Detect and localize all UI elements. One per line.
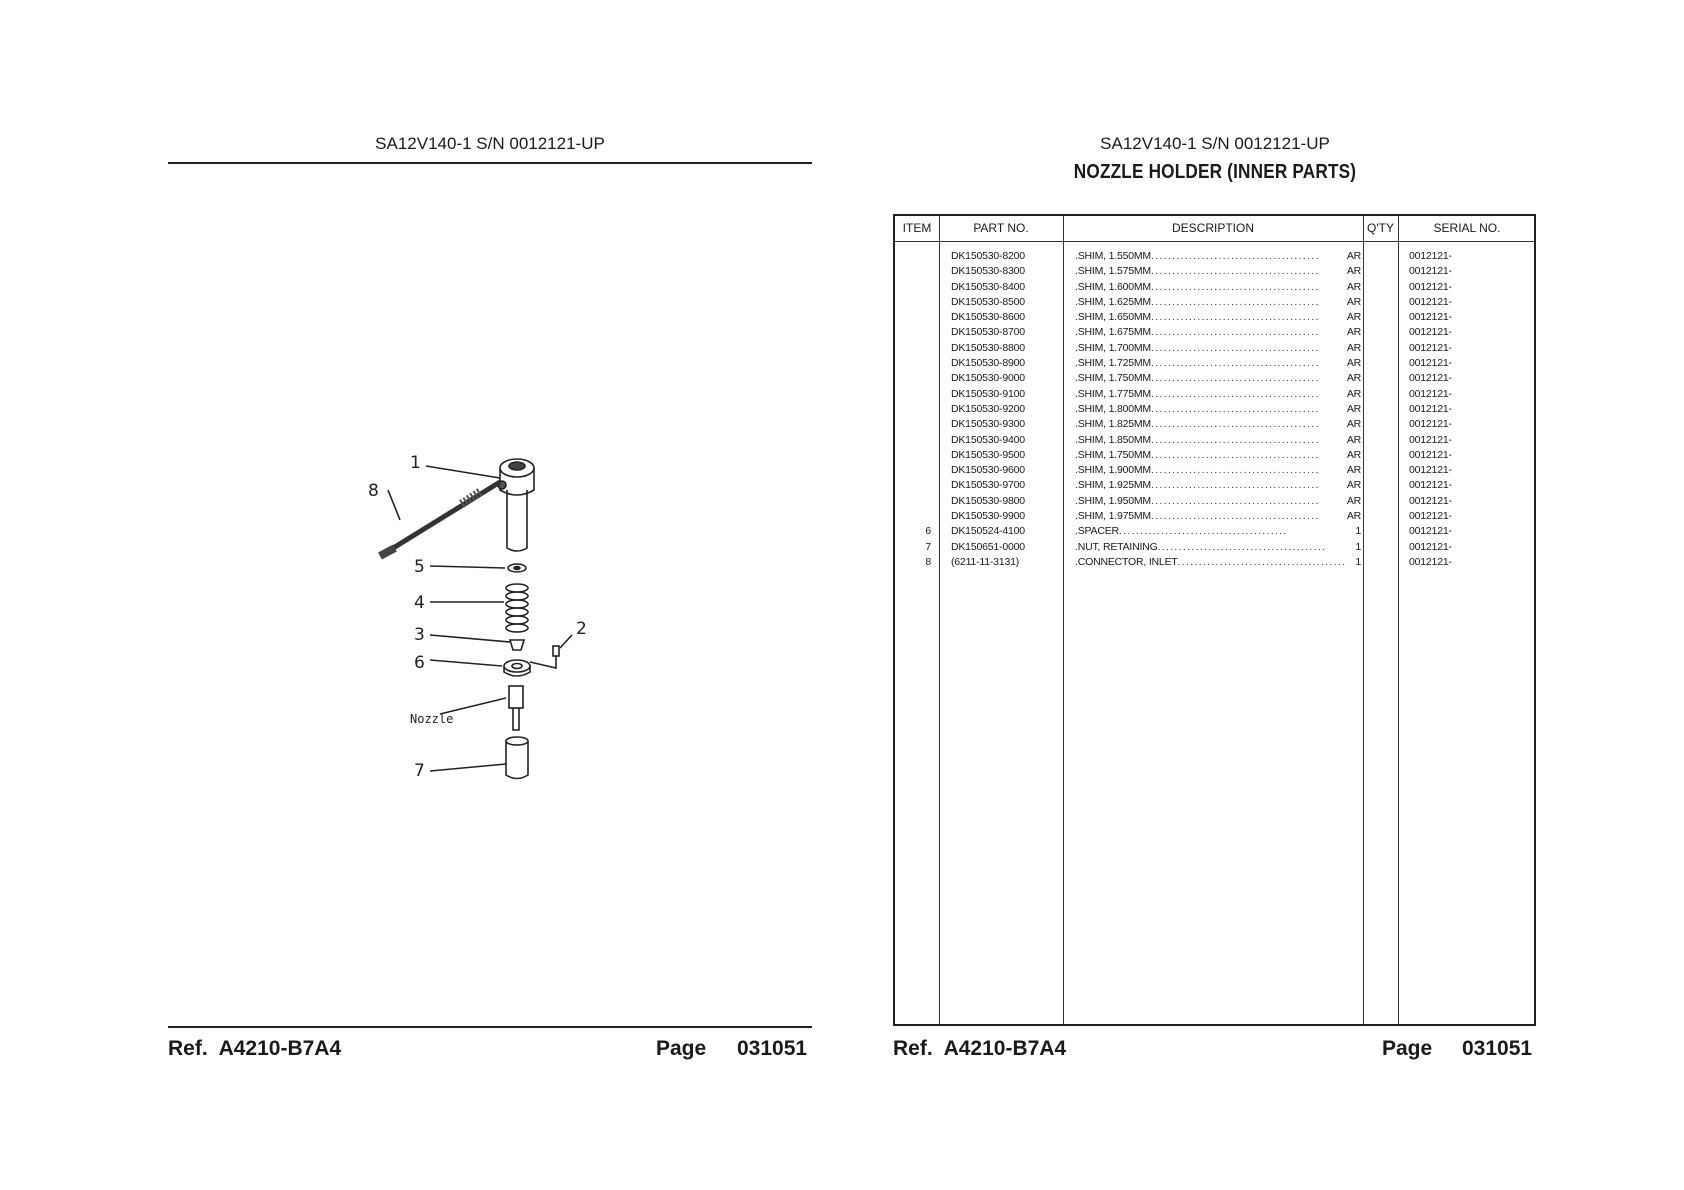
part-no-cell: DK150524-4100 <box>951 525 1025 538</box>
description-text: .SHIM, 1.975MM <box>1075 510 1151 523</box>
description-text: .NUT, RETAINING <box>1075 540 1158 553</box>
serial-cell: 0012121- <box>1409 433 1452 446</box>
callout-3: 3 <box>414 625 425 645</box>
spring-seat <box>510 640 524 650</box>
qty-cell: AR <box>1346 357 1361 370</box>
part-no-cell: DK150530-9300 <box>951 418 1025 431</box>
callout-5: 5 <box>414 557 425 577</box>
serial-cell: 0012121- <box>1409 418 1452 431</box>
pin <box>553 646 559 656</box>
serial-cell: 0012121- <box>1409 479 1452 492</box>
dot-leader: ........................................ <box>1150 265 1320 278</box>
description-cell <box>1075 494 1359 509</box>
description-text: .SHIM, 1.750MM <box>1075 372 1151 385</box>
left-footer-page-label: Page <box>656 1037 707 1060</box>
parts-table <box>893 214 1536 1026</box>
serial-cell: 0012121- <box>1409 326 1452 339</box>
description-cell <box>1075 555 1359 570</box>
dot-leader: ........................................ <box>1157 540 1327 553</box>
description-text: .SHIM, 1.675MM <box>1075 326 1151 339</box>
description-cell <box>1075 433 1359 448</box>
qty-cell: AR <box>1346 295 1361 308</box>
ref-label: Ref. <box>893 1037 933 1060</box>
right-footer-page-label: Page <box>1382 1037 1433 1060</box>
serial-cell: 0012121- <box>1409 464 1452 477</box>
serial-cell: 0012121- <box>1409 448 1452 461</box>
description-cell <box>1075 341 1359 356</box>
qty-cell: AR <box>1346 494 1361 507</box>
qty-cell: AR <box>1346 372 1361 385</box>
qty-cell: AR <box>1346 311 1361 324</box>
header-serial-no: SERIAL NO. <box>1433 221 1501 235</box>
table-row <box>895 433 1534 448</box>
description-cell <box>1075 280 1359 295</box>
dot-leader: ........................................ <box>1150 494 1320 507</box>
nozzle-body <box>509 686 523 708</box>
dot-leader: ........................................ <box>1118 525 1288 538</box>
table-body <box>895 249 1534 570</box>
dot-leader: ........................................ <box>1150 418 1320 431</box>
callout-8: 8 <box>368 481 379 501</box>
callout-4: 4 <box>414 593 425 613</box>
serial-cell: 0012121- <box>1409 540 1452 553</box>
right-footer-page-number: 031051 <box>1462 1037 1533 1060</box>
item-cell: 8 <box>925 555 931 568</box>
description-cell <box>1075 402 1359 417</box>
table-row <box>895 555 1534 570</box>
qty-cell: AR <box>1346 433 1361 446</box>
description-text: .SHIM, 1.900MM <box>1075 464 1151 477</box>
description-cell <box>1075 417 1359 432</box>
description-cell <box>1075 448 1359 463</box>
description-text: .SHIM, 1.725MM <box>1075 357 1151 370</box>
qty-cell: 1 <box>1355 555 1361 568</box>
left-footer-rule <box>168 1026 812 1028</box>
qty-cell: AR <box>1346 402 1361 415</box>
description-text: .SHIM, 1.825MM <box>1075 418 1151 431</box>
description-cell <box>1075 371 1359 386</box>
dot-leader: ........................................ <box>1150 280 1320 293</box>
serial-cell: 0012121- <box>1409 250 1452 262</box>
header-qty: Q'TY <box>1367 221 1394 235</box>
table-header-rule <box>895 241 1534 242</box>
qty-cell: AR <box>1346 464 1361 477</box>
description-cell <box>1075 264 1359 279</box>
callout-1: 1 <box>410 453 421 473</box>
part-no-cell: (6211-11-3131) <box>951 555 1020 568</box>
description-cell <box>1075 478 1359 493</box>
description-text: .SHIM, 1.850MM <box>1075 433 1151 446</box>
dot-leader: ........................................ <box>1150 295 1320 308</box>
serial-cell: 0012121- <box>1409 357 1452 370</box>
description-cell <box>1075 356 1359 371</box>
item-cell: 6 <box>925 525 931 538</box>
dot-leader: ........................................ <box>1150 387 1320 400</box>
right-footer-ref <box>893 1037 1066 1061</box>
table-row <box>895 540 1534 555</box>
qty-cell: AR <box>1346 250 1361 262</box>
retaining-nut-top <box>506 737 528 745</box>
description-text: .SHIM, 1.700MM <box>1075 341 1151 354</box>
dot-leader: ........................................ <box>1150 479 1320 492</box>
description-text: .SHIM, 1.750MM <box>1075 448 1151 461</box>
callout-7: 7 <box>414 761 425 781</box>
description-cell <box>1075 509 1359 524</box>
qty-cell: 1 <box>1355 540 1361 553</box>
description-text: .SHIM, 1.800MM <box>1075 402 1151 415</box>
qty-cell: AR <box>1346 418 1361 431</box>
serial-cell: 0012121- <box>1409 402 1452 415</box>
dot-leader: ........................................ <box>1150 326 1320 339</box>
table-row <box>895 264 1534 279</box>
qty-cell: AR <box>1346 510 1361 523</box>
table-row <box>895 295 1534 310</box>
part-no-cell: DK150530-8600 <box>951 311 1025 324</box>
part-no-cell: DK150530-9000 <box>951 372 1025 385</box>
serial-cell: 0012121- <box>1409 525 1452 538</box>
description-text: .SHIM, 1.925MM <box>1075 479 1151 492</box>
dot-leader: ........................................ <box>1150 464 1320 477</box>
serial-cell: 0012121- <box>1409 311 1452 324</box>
description-cell <box>1075 524 1359 539</box>
description-text: .SHIM, 1.650MM <box>1075 311 1151 324</box>
table-row <box>895 448 1534 463</box>
description-cell <box>1075 295 1359 310</box>
dot-leader: ........................................ <box>1150 341 1320 354</box>
description-cell <box>1075 310 1359 325</box>
table-row <box>895 478 1534 493</box>
header-item: ITEM <box>902 221 932 235</box>
part-no-cell: DK150530-8800 <box>951 341 1025 354</box>
dot-leader: ........................................ <box>1150 311 1320 324</box>
description-text: .SHIM, 1.625MM <box>1075 295 1151 308</box>
part-no-cell: DK150530-8900 <box>951 357 1025 370</box>
spring <box>506 584 528 632</box>
part-no-cell: DK150530-9600 <box>951 464 1025 477</box>
serial-cell: 0012121- <box>1409 494 1452 507</box>
description-text: .SHIM, 1.550MM <box>1075 250 1151 262</box>
dot-leader: ........................................ <box>1177 555 1347 568</box>
qty-cell: 1 <box>1355 525 1361 538</box>
left-model-header: SA12V140-1 S/N 0012121-UP <box>375 134 605 153</box>
callout-6: 6 <box>414 653 425 673</box>
description-cell <box>1075 463 1359 478</box>
header-part-no: PART NO. <box>973 221 1029 235</box>
part-no-cell: DK150530-8400 <box>951 280 1025 293</box>
qty-cell: AR <box>1346 479 1361 492</box>
table-row <box>895 463 1534 478</box>
part-no-cell: DK150651-0000 <box>951 540 1025 553</box>
description-cell <box>1075 540 1359 555</box>
left-header-rule <box>168 162 812 164</box>
qty-cell: AR <box>1346 280 1361 293</box>
table-row <box>895 249 1534 264</box>
description-cell <box>1075 325 1359 340</box>
table-row <box>895 387 1534 402</box>
qty-cell: AR <box>1346 341 1361 354</box>
part-no-cell: DK150530-9700 <box>951 479 1025 492</box>
description-text: .SHIM, 1.950MM <box>1075 494 1151 507</box>
table-row <box>895 280 1534 295</box>
description-text: .SHIM, 1.600MM <box>1075 280 1151 293</box>
table-row <box>895 494 1534 509</box>
dot-leader: ........................................ <box>1150 510 1320 523</box>
ref-value: A4210-B7A4 <box>218 1037 342 1060</box>
table-row <box>895 509 1534 524</box>
serial-cell: 0012121- <box>1409 280 1452 293</box>
serial-cell: 0012121- <box>1409 295 1452 308</box>
dot-leader: ........................................ <box>1150 372 1320 385</box>
header-description: DESCRIPTION <box>1171 221 1254 235</box>
serial-cell: 0012121- <box>1409 341 1452 354</box>
part-no-cell: DK150530-8200 <box>951 250 1025 262</box>
part-no-cell: DK150530-9200 <box>951 402 1025 415</box>
table-row <box>895 371 1534 386</box>
ref-value: A4210-B7A4 <box>943 1037 1067 1060</box>
dot-leader: ........................................ <box>1150 250 1320 262</box>
serial-cell: 0012121- <box>1409 510 1452 523</box>
part-no-cell: DK150530-9900 <box>951 510 1025 523</box>
callout-2: 2 <box>576 619 587 639</box>
part-no-cell: DK150530-8500 <box>951 295 1025 308</box>
dot-leader: ........................................ <box>1150 357 1320 370</box>
part-no-cell: DK150530-9400 <box>951 433 1025 446</box>
table-row <box>895 341 1534 356</box>
table-row <box>895 325 1534 340</box>
dot-leader: ........................................ <box>1150 448 1320 461</box>
description-text: .SHIM, 1.575MM <box>1075 265 1151 278</box>
description-text: .SPACER <box>1075 525 1119 538</box>
table-row <box>895 310 1534 325</box>
part-no-cell: DK150530-9100 <box>951 387 1025 400</box>
nozzle-holder-exploded-diagram <box>360 430 620 790</box>
retaining-nut <box>506 741 528 779</box>
part-no-cell: DK150530-8700 <box>951 326 1025 339</box>
left-footer-ref <box>168 1037 341 1061</box>
description-text: .CONNECTOR, INLET <box>1075 555 1178 568</box>
connector-end <box>380 548 395 556</box>
table-row <box>895 417 1534 432</box>
part-no-cell: DK150530-8300 <box>951 265 1025 278</box>
qty-cell: AR <box>1346 387 1361 400</box>
table-row <box>895 402 1534 417</box>
serial-cell: 0012121- <box>1409 387 1452 400</box>
description-cell <box>1075 387 1359 402</box>
page-title: NOZZLE HOLDER (INNER PARTS) <box>1073 161 1357 183</box>
qty-cell: AR <box>1346 326 1361 339</box>
nozzle-label: Nozzle <box>410 712 454 726</box>
qty-cell: AR <box>1346 448 1361 461</box>
serial-cell: 0012121- <box>1409 555 1452 568</box>
dot-leader: ........................................ <box>1150 433 1320 446</box>
description-text: .SHIM, 1.775MM <box>1075 387 1151 400</box>
table-row <box>895 524 1534 539</box>
qty-cell: AR <box>1346 265 1361 278</box>
serial-cell: 0012121- <box>1409 372 1452 385</box>
item-cell: 7 <box>925 540 931 553</box>
dot-leader: ........................................ <box>1150 402 1320 415</box>
holder-shank <box>507 490 527 551</box>
description-cell <box>1075 249 1359 264</box>
right-model-header: SA12V140-1 S/N 0012121-UP <box>1100 134 1330 153</box>
left-footer-page-number: 031051 <box>737 1037 808 1060</box>
ref-label: Ref. <box>168 1037 208 1060</box>
part-no-cell: DK150530-9500 <box>951 448 1025 461</box>
serial-cell: 0012121- <box>1409 265 1452 278</box>
spacer <box>504 660 530 672</box>
part-no-cell: DK150530-9800 <box>951 494 1025 507</box>
table-row <box>895 356 1534 371</box>
